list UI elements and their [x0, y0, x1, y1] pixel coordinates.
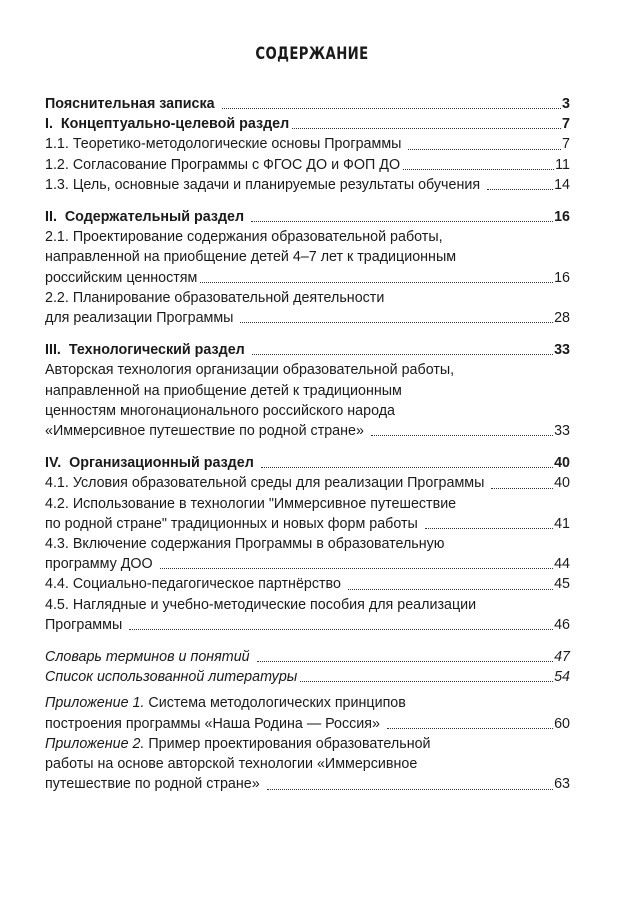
- toc-line: [45, 693, 570, 713]
- dot-leader: [387, 714, 553, 729]
- toc-line: [45, 554, 570, 574]
- toc-entry[interactable]: [45, 134, 570, 154]
- entry-text: направленной на приобщение детей к традиционным: [45, 382, 402, 399]
- dot-leader: [491, 473, 553, 488]
- dot-leader: [200, 268, 553, 283]
- toc-line: [45, 114, 570, 134]
- entry-text: направленной на приобщение детей 4–7 лет к традиционным: [45, 249, 457, 266]
- page-title: СОДЕРЖАНИЕ: [255, 44, 369, 64]
- toc-section: [45, 340, 570, 441]
- page-number: 63: [554, 776, 570, 793]
- dot-leader: [371, 421, 553, 436]
- entry-text: Пояснительная записка: [45, 96, 219, 112]
- page-number: 11: [555, 156, 570, 173]
- dot-leader: [408, 134, 561, 149]
- toc-section: [45, 693, 570, 794]
- entry-text: работы на основе авторской технологии «Иммерсивное: [45, 756, 418, 773]
- entry-text: Система методологических принципов: [144, 695, 406, 712]
- toc-line: [45, 615, 570, 635]
- toc-line: [45, 340, 570, 360]
- entry-text: Словарь терминов и понятий: [45, 649, 254, 666]
- toc-line: [45, 134, 570, 154]
- toc-section: [45, 453, 570, 635]
- toc-line: [45, 754, 570, 774]
- toc-entry[interactable]: [45, 227, 570, 288]
- toc-line: [45, 473, 570, 493]
- entry-text: III. Технологический раздел: [45, 342, 249, 359]
- page-number: 41: [554, 515, 570, 532]
- page-number: 33: [554, 423, 570, 440]
- dot-leader: [300, 667, 553, 682]
- toc-entry[interactable]: [45, 453, 570, 473]
- page-number: 7: [562, 136, 570, 153]
- dot-leader: [129, 615, 553, 630]
- entry-text: Авторская технология организации образовательной работы,: [45, 362, 455, 379]
- entry-text: 4.2. Использование в технологии "Иммерсивное путешествие: [45, 495, 457, 512]
- toc-line: [45, 175, 570, 195]
- dot-leader: [261, 453, 553, 468]
- appendix-label: Приложение 1.: [45, 695, 145, 712]
- toc-entry[interactable]: [45, 667, 570, 687]
- toc-entry[interactable]: [45, 360, 570, 441]
- dot-leader: [267, 774, 553, 789]
- entry-text: Программы: [45, 616, 127, 633]
- entry-text: 2.1. Проектирование содержания образовательной работы,: [45, 229, 443, 246]
- toc-line: [45, 288, 570, 308]
- entry-text: по родной стране" традиционных и новых форм работы: [45, 515, 422, 532]
- entry-text: Список использованной литературы: [45, 669, 298, 686]
- toc-line: [45, 155, 570, 175]
- toc-entry[interactable]: [45, 473, 570, 493]
- entry-text: 1.2. Согласование Программы с ФГОС ДО и ФОП ДО: [45, 156, 401, 173]
- entry-text: 1.3. Цель, основные задачи и планируемые результаты обучения: [45, 176, 485, 193]
- page-number: 33: [554, 342, 570, 359]
- dot-leader: [160, 554, 553, 569]
- dot-leader: [292, 114, 561, 129]
- page-number: 14: [554, 176, 570, 193]
- page-number: 16: [554, 209, 570, 226]
- toc-line: [45, 734, 570, 754]
- dot-leader: [487, 175, 553, 190]
- entry-text: 1.1. Теоретико-методологические основы Программы: [45, 136, 406, 153]
- entry-text: 4.3. Включение содержания Программы в образовательную: [45, 536, 445, 553]
- toc-line: [45, 714, 570, 734]
- toc-line: [45, 453, 570, 473]
- page-number: 60: [554, 715, 570, 732]
- dot-leader: [252, 340, 553, 355]
- toc-line: [45, 774, 570, 794]
- page-number: 40: [554, 475, 570, 492]
- toc-entry[interactable]: [45, 693, 570, 733]
- entry-text: для реализации Программы: [45, 310, 238, 327]
- toc-line: [45, 360, 570, 380]
- entry-text: «Иммерсивное путешествие по родной стране»: [45, 423, 368, 440]
- appendix-label: Приложение 2.: [45, 735, 145, 752]
- toc-line: [45, 595, 570, 615]
- page-number: 54: [554, 669, 570, 686]
- toc-line: [45, 494, 570, 514]
- dot-leader: [425, 514, 553, 529]
- toc-entry[interactable]: [45, 647, 570, 667]
- toc-line: [45, 381, 570, 401]
- page-number: 3: [562, 96, 570, 112]
- toc-line: [45, 534, 570, 554]
- toc-line: [45, 574, 570, 594]
- entry-text: IV. Организационный раздел: [45, 455, 258, 472]
- toc-line: [45, 268, 570, 288]
- toc-line: [45, 207, 570, 227]
- toc-entry[interactable]: [45, 595, 570, 635]
- toc-section: [45, 647, 570, 687]
- toc-line: [45, 227, 570, 247]
- toc-line: [45, 308, 570, 328]
- entry-text: II. Содержательный раздел: [45, 209, 249, 226]
- dot-leader: [240, 308, 553, 323]
- toc-line: [45, 647, 570, 667]
- page-number: 45: [554, 576, 570, 593]
- page-number: 7: [562, 116, 570, 133]
- page-number: 46: [554, 616, 570, 633]
- table-of-contents: [45, 94, 570, 807]
- toc-line: [45, 401, 570, 421]
- entry-text: программу ДОО: [45, 556, 157, 573]
- page-number: 40: [554, 455, 570, 472]
- entry-text: I. Концептуально-целевой раздел: [45, 116, 290, 133]
- dot-leader: [251, 207, 553, 222]
- dot-leader: [257, 647, 554, 662]
- toc-entry[interactable]: [45, 534, 570, 574]
- entry-text: путешествие по родной стране»: [45, 776, 264, 793]
- toc-entry[interactable]: [45, 494, 570, 534]
- toc-section: [45, 94, 570, 195]
- toc-section: [45, 207, 570, 328]
- dot-leader: [222, 94, 561, 109]
- entry-text: Пример проектирования образовательной: [144, 735, 431, 752]
- entry-text: 4.5. Наглядные и учебно-методические пособия для реализации: [45, 596, 477, 613]
- toc-line: [45, 667, 570, 687]
- entry-text: 2.2. Планирование образовательной деятельности: [45, 289, 385, 306]
- toc-entry[interactable]: [45, 155, 570, 175]
- toc-entry[interactable]: [45, 175, 570, 195]
- entry-text: российским ценностям: [45, 269, 198, 286]
- toc-line: [45, 94, 570, 114]
- toc-entry[interactable]: [45, 340, 570, 360]
- entry-text: 4.1. Условия образовательной среды для реализации Программы: [45, 475, 489, 492]
- toc-line: [45, 247, 570, 267]
- toc-line: [45, 514, 570, 534]
- dot-leader: [403, 155, 554, 170]
- toc-entry[interactable]: [45, 574, 570, 594]
- toc-entry[interactable]: [45, 114, 570, 134]
- page-number: 16: [554, 269, 570, 286]
- page-number: 28: [554, 310, 570, 327]
- entry-text: ценностям многонационального российского народа: [45, 402, 396, 419]
- toc-entry[interactable]: [45, 94, 570, 114]
- page-number: 44: [554, 556, 570, 573]
- toc-entry[interactable]: [45, 288, 570, 328]
- toc-entry[interactable]: [45, 207, 570, 227]
- dot-leader: [348, 574, 553, 589]
- page-number: 47: [554, 649, 570, 666]
- entry-text: построения программы «Наша Родина — Россия»: [45, 715, 384, 732]
- toc-entry[interactable]: [45, 734, 570, 795]
- toc-line: [45, 421, 570, 441]
- entry-text: 4.4. Социально-педагогическое партнёрство: [45, 576, 345, 593]
